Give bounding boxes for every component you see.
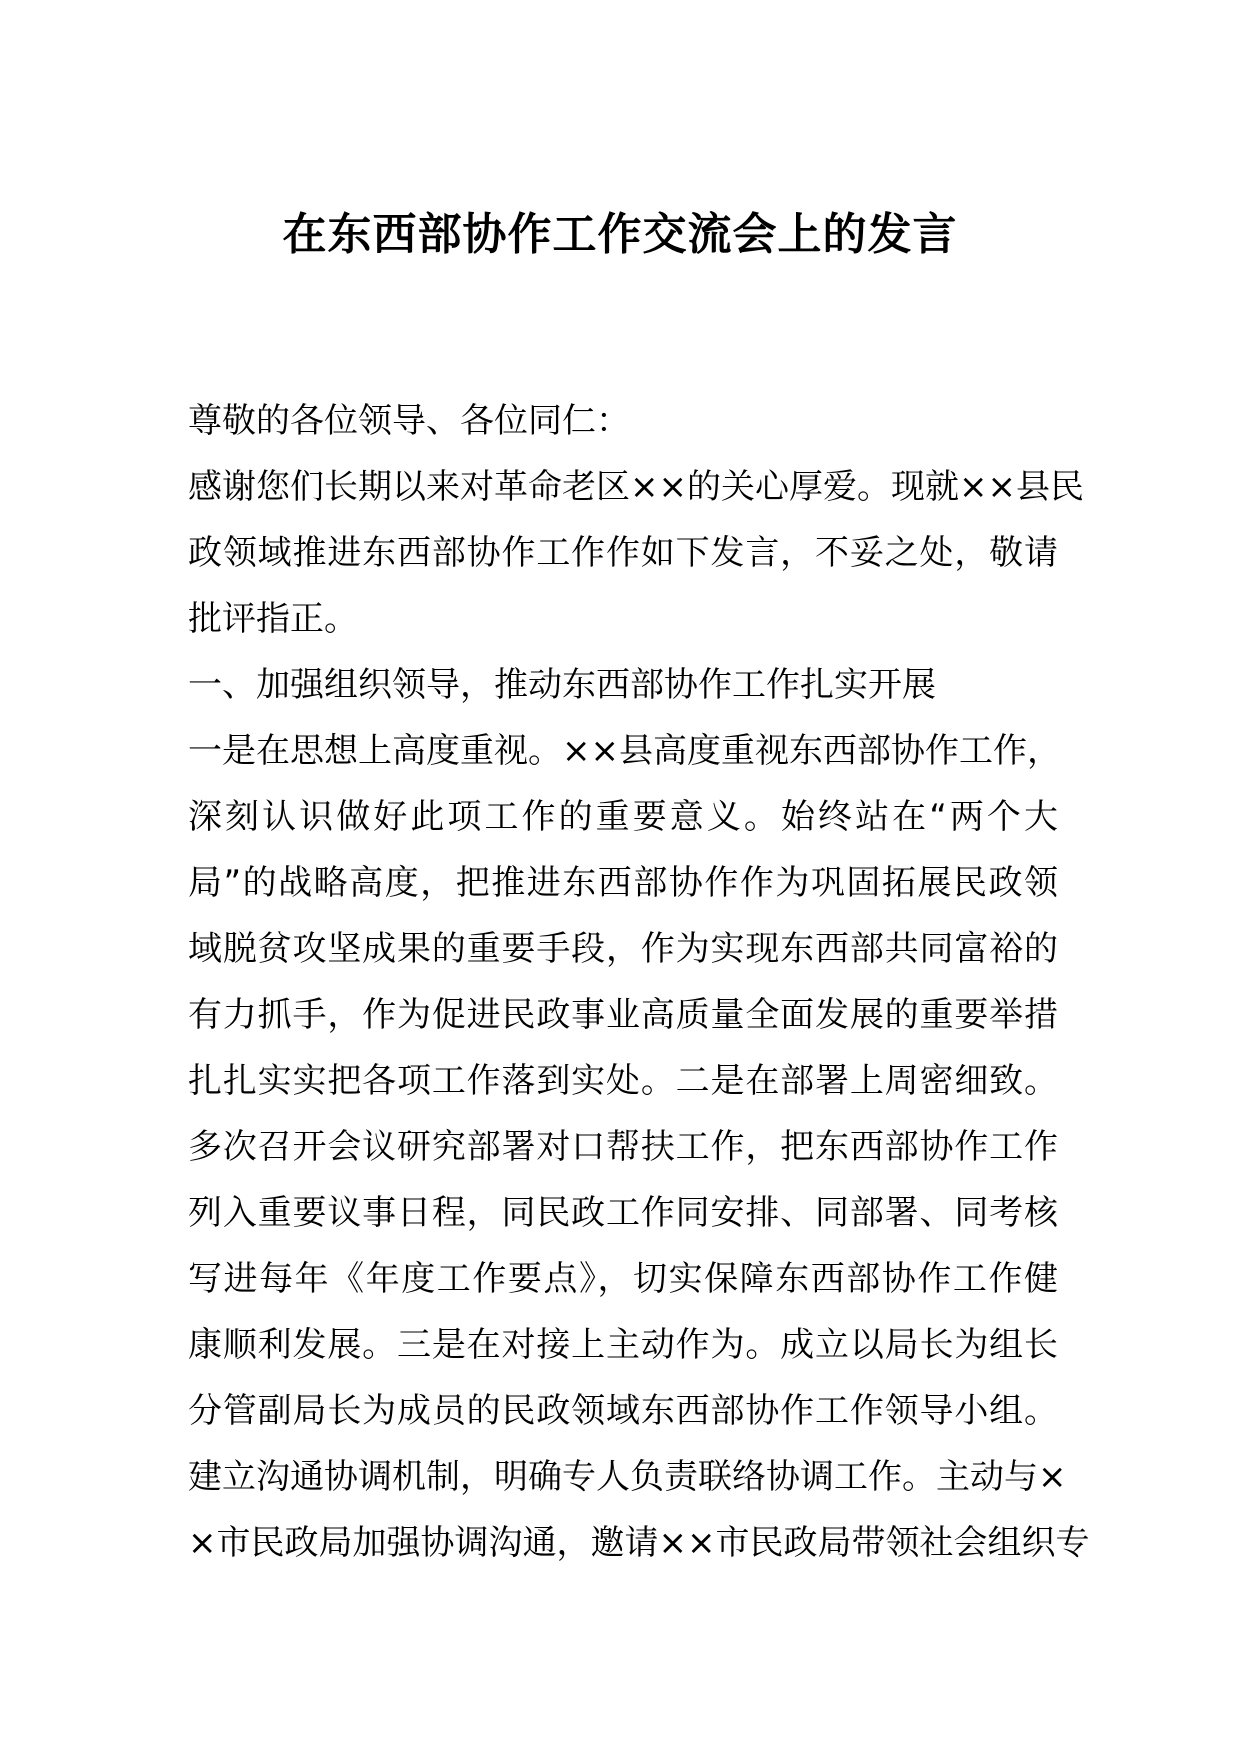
salutation-line: 尊敬的各位领导、各位同仁： [188,401,630,441]
paragraph-line: 扎扎实实把各项工作落到实处。二是在部署上周密细致。 [188,1061,1058,1101]
paragraph-line: ×市民政局加强协调沟通，邀请××市民政局带领社会组织专 [188,1523,1090,1563]
paragraph-line: 深刻认识做好此项工作的重要意义。始终站在“两个大 [188,797,1058,837]
paragraph-line: 局”的战略高度，把推进东西部协作作为巩固拓展民政领 [188,863,1058,903]
paragraph-line: 多次召开会议研究部署对口帮扶工作，把东西部协作工作 [188,1127,1058,1167]
paragraph-line: 批评指正。 [188,599,358,639]
paragraph-line: 列入重要议事日程，同民政工作同安排、同部署、同考核 [188,1193,1058,1233]
paragraph-line: 一是在思想上高度重视。××县高度重视东西部协作工作， [188,731,1061,771]
paragraph-line: 政领域推进东西部协作工作作如下发言，不妥之处，敬请 [188,533,1058,573]
paragraph-line: 域脱贫攻坚成果的重要手段，作为实现东西部共同富裕的 [188,929,1058,969]
section-heading: 一、加强组织领导，推动东西部协作工作扎实开展 [188,665,936,705]
paragraph-line: 写进每年《年度工作要点》，切实保障东西部协作工作健 [188,1259,1058,1299]
paragraph-line: 建立沟通协调机制，明确专人负责联络协调工作。主动与× [188,1457,1067,1497]
document-title: 在东西部协作工作交流会上的发言 [282,209,958,260]
paragraph-line: 分管副局长为成员的民政领域东西部协作工作领导小组。 [188,1391,1058,1431]
paragraph-line: 感谢您们长期以来对革命老区××的关心厚爱。现就××县民 [188,467,1084,507]
paragraph-line: 有力抓手，作为促进民政事业高质量全面发展的重要举措 [188,995,1058,1035]
document-body [188,388,1090,1576]
paragraph-line: 康顺利发展。三是在对接上主动作为。成立以局长为组长 [188,1325,1058,1365]
